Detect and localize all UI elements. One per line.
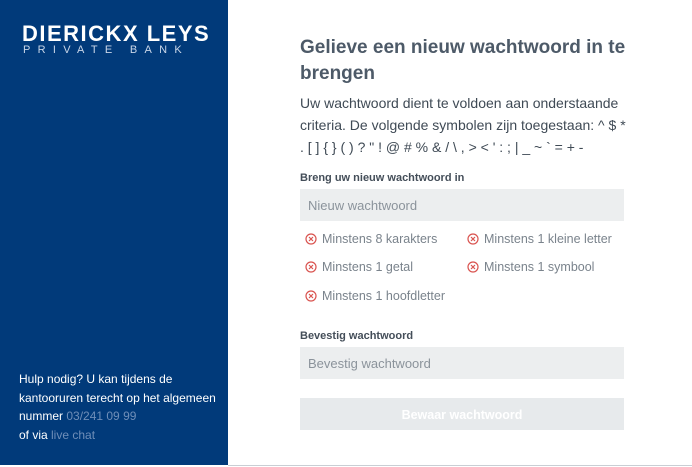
criterion-label: Minstens 1 getal [322,260,414,274]
criteria-description: Uw wachtwoord dient te voldoen aan onderstaande criteria. De volgende symbolen zijn toegestaan: ^ $ * . [ ] { } ( ) ? " ! @ # % & / \ , > < ' : ; | _ ~ ` = + - [300,95,626,155]
help-text-body: Hulp nodig? U kan tijdens de kantooruren terecht op het algemeen nummer [19,372,216,423]
error-x-icon [467,261,479,273]
brand-subtitle: PRIVATE BANK [23,44,190,56]
criterion-digit [305,260,413,274]
help-text [19,370,219,444]
error-x-icon [305,233,317,245]
error-x-icon [467,233,479,245]
criterion-label: Minstens 1 kleine letter [484,232,612,246]
new-password-label: Breng uw nieuw wachtwoord in [300,172,465,184]
new-password-input[interactable] [300,189,624,221]
criterion-min-8-chars [305,232,437,246]
criterion-label: Minstens 1 symbool [484,260,595,274]
error-x-icon [305,290,317,302]
live-chat-link[interactable]: live chat [51,427,96,442]
criterion-lowercase [467,232,612,246]
criterion-label: Minstens 1 hoofdletter [322,289,445,303]
brand-logo: DIERICKX LEYS [22,21,211,46]
criterion-label: Minstens 8 karakters [322,232,438,246]
criterion-symbol [467,260,594,274]
error-x-icon [305,261,317,273]
confirm-password-label: Bevestig wachtwoord [300,330,414,342]
divider [228,465,692,466]
help-text-mid: of via [19,427,52,442]
sidebar [0,0,228,465]
criterion-uppercase [305,289,445,303]
page-title: Gelieve een nieuw wachtwoord in te brengen [300,37,626,84]
confirm-password-input[interactable] [300,347,624,379]
help-phone-link[interactable]: 03/241 09 99 [66,409,137,423]
save-password-button[interactable]: Bewaar wachtwoord [300,398,624,430]
